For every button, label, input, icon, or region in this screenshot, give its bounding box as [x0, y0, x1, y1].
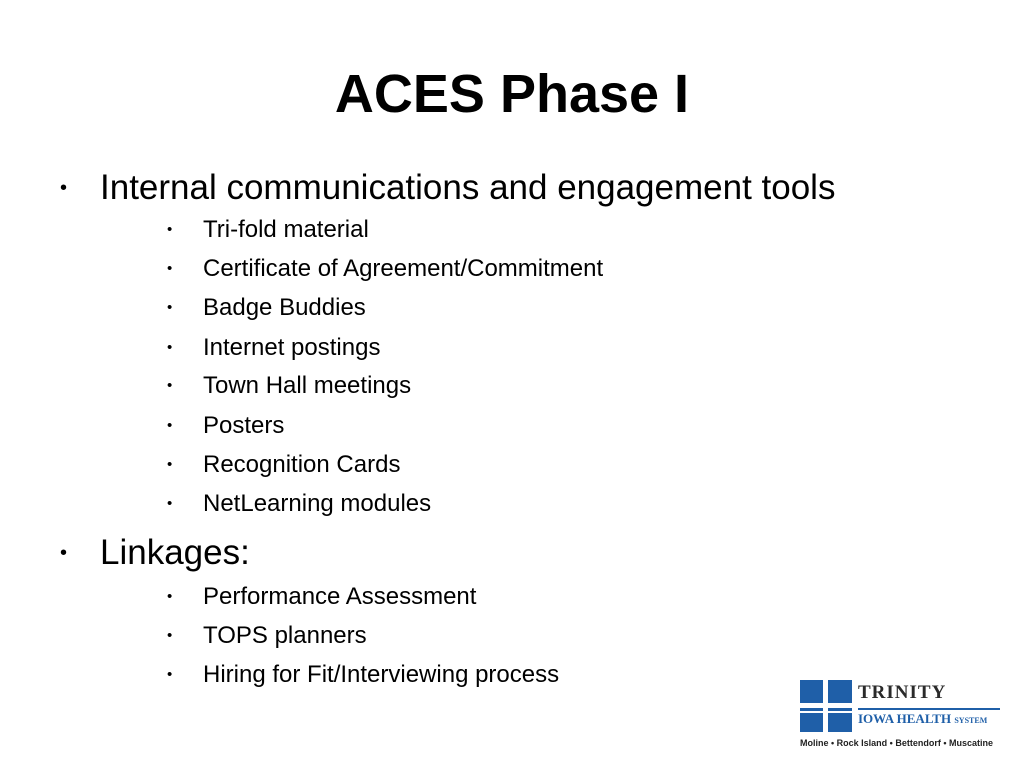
bullet-icon: •	[167, 495, 173, 512]
bullet-text: Town Hall meetings	[203, 372, 412, 399]
trinity-logo	[800, 680, 1002, 754]
logo-subtitle	[858, 711, 987, 727]
bullet-icon: •	[167, 456, 173, 473]
logo-divider	[858, 708, 1000, 710]
bullet-icon: •	[167, 627, 173, 644]
bullet-text: Badge Buddies	[203, 294, 366, 321]
bullet-text: Linkages:	[100, 533, 250, 572]
logo-subtitle-system: SYSTEM	[954, 716, 988, 725]
bullet-level2	[167, 333, 381, 363]
logo-name: TRINITY	[858, 682, 947, 703]
bullet-icon: •	[60, 177, 68, 199]
bullet-icon: •	[167, 417, 173, 434]
bullet-level2	[167, 489, 432, 519]
bullet-level2	[167, 450, 401, 480]
bullet-level2	[167, 660, 560, 690]
bullet-level2	[167, 582, 477, 612]
bullet-level1	[60, 166, 836, 210]
bullet-text: NetLearning modules	[203, 490, 432, 517]
bullet-text: Posters	[203, 412, 285, 439]
bullet-level2	[167, 254, 604, 284]
bullet-icon: •	[167, 339, 173, 356]
bullet-icon: •	[167, 260, 173, 277]
bullet-icon: •	[167, 221, 173, 238]
bullet-icon: •	[167, 299, 173, 316]
slide-title: ACES Phase I	[334, 64, 690, 124]
bullet-icon: •	[60, 542, 68, 564]
bullet-text: Tri-fold material	[203, 216, 369, 243]
bullet-icon: •	[167, 666, 173, 683]
bullet-text: Recognition Cards	[203, 451, 401, 478]
bullet-text: Internal communications and engagement tools	[100, 168, 836, 207]
bullet-level2	[167, 621, 367, 651]
bullet-text: Internet postings	[203, 334, 381, 361]
logo-subtitle-main: IOWA HEALTH	[858, 711, 952, 726]
logo-cities: Moline • Rock Island • Bettendorf • Muscatine	[800, 738, 993, 748]
bullet-text: Certificate of Agreement/Commitment	[203, 255, 604, 282]
bullet-level2	[167, 411, 285, 441]
bullet-level2	[167, 215, 369, 245]
bullet-icon: •	[167, 377, 173, 394]
bullet-level2	[167, 371, 412, 401]
bullet-icon: •	[167, 588, 173, 605]
bullet-text: TOPS planners	[203, 622, 367, 649]
bullet-text: Performance Assessment	[203, 583, 477, 610]
bullet-level1	[60, 531, 250, 575]
cross-logo-icon	[800, 680, 852, 732]
bullet-level2	[167, 293, 366, 323]
bullet-text: Hiring for Fit/Interviewing process	[203, 661, 560, 688]
